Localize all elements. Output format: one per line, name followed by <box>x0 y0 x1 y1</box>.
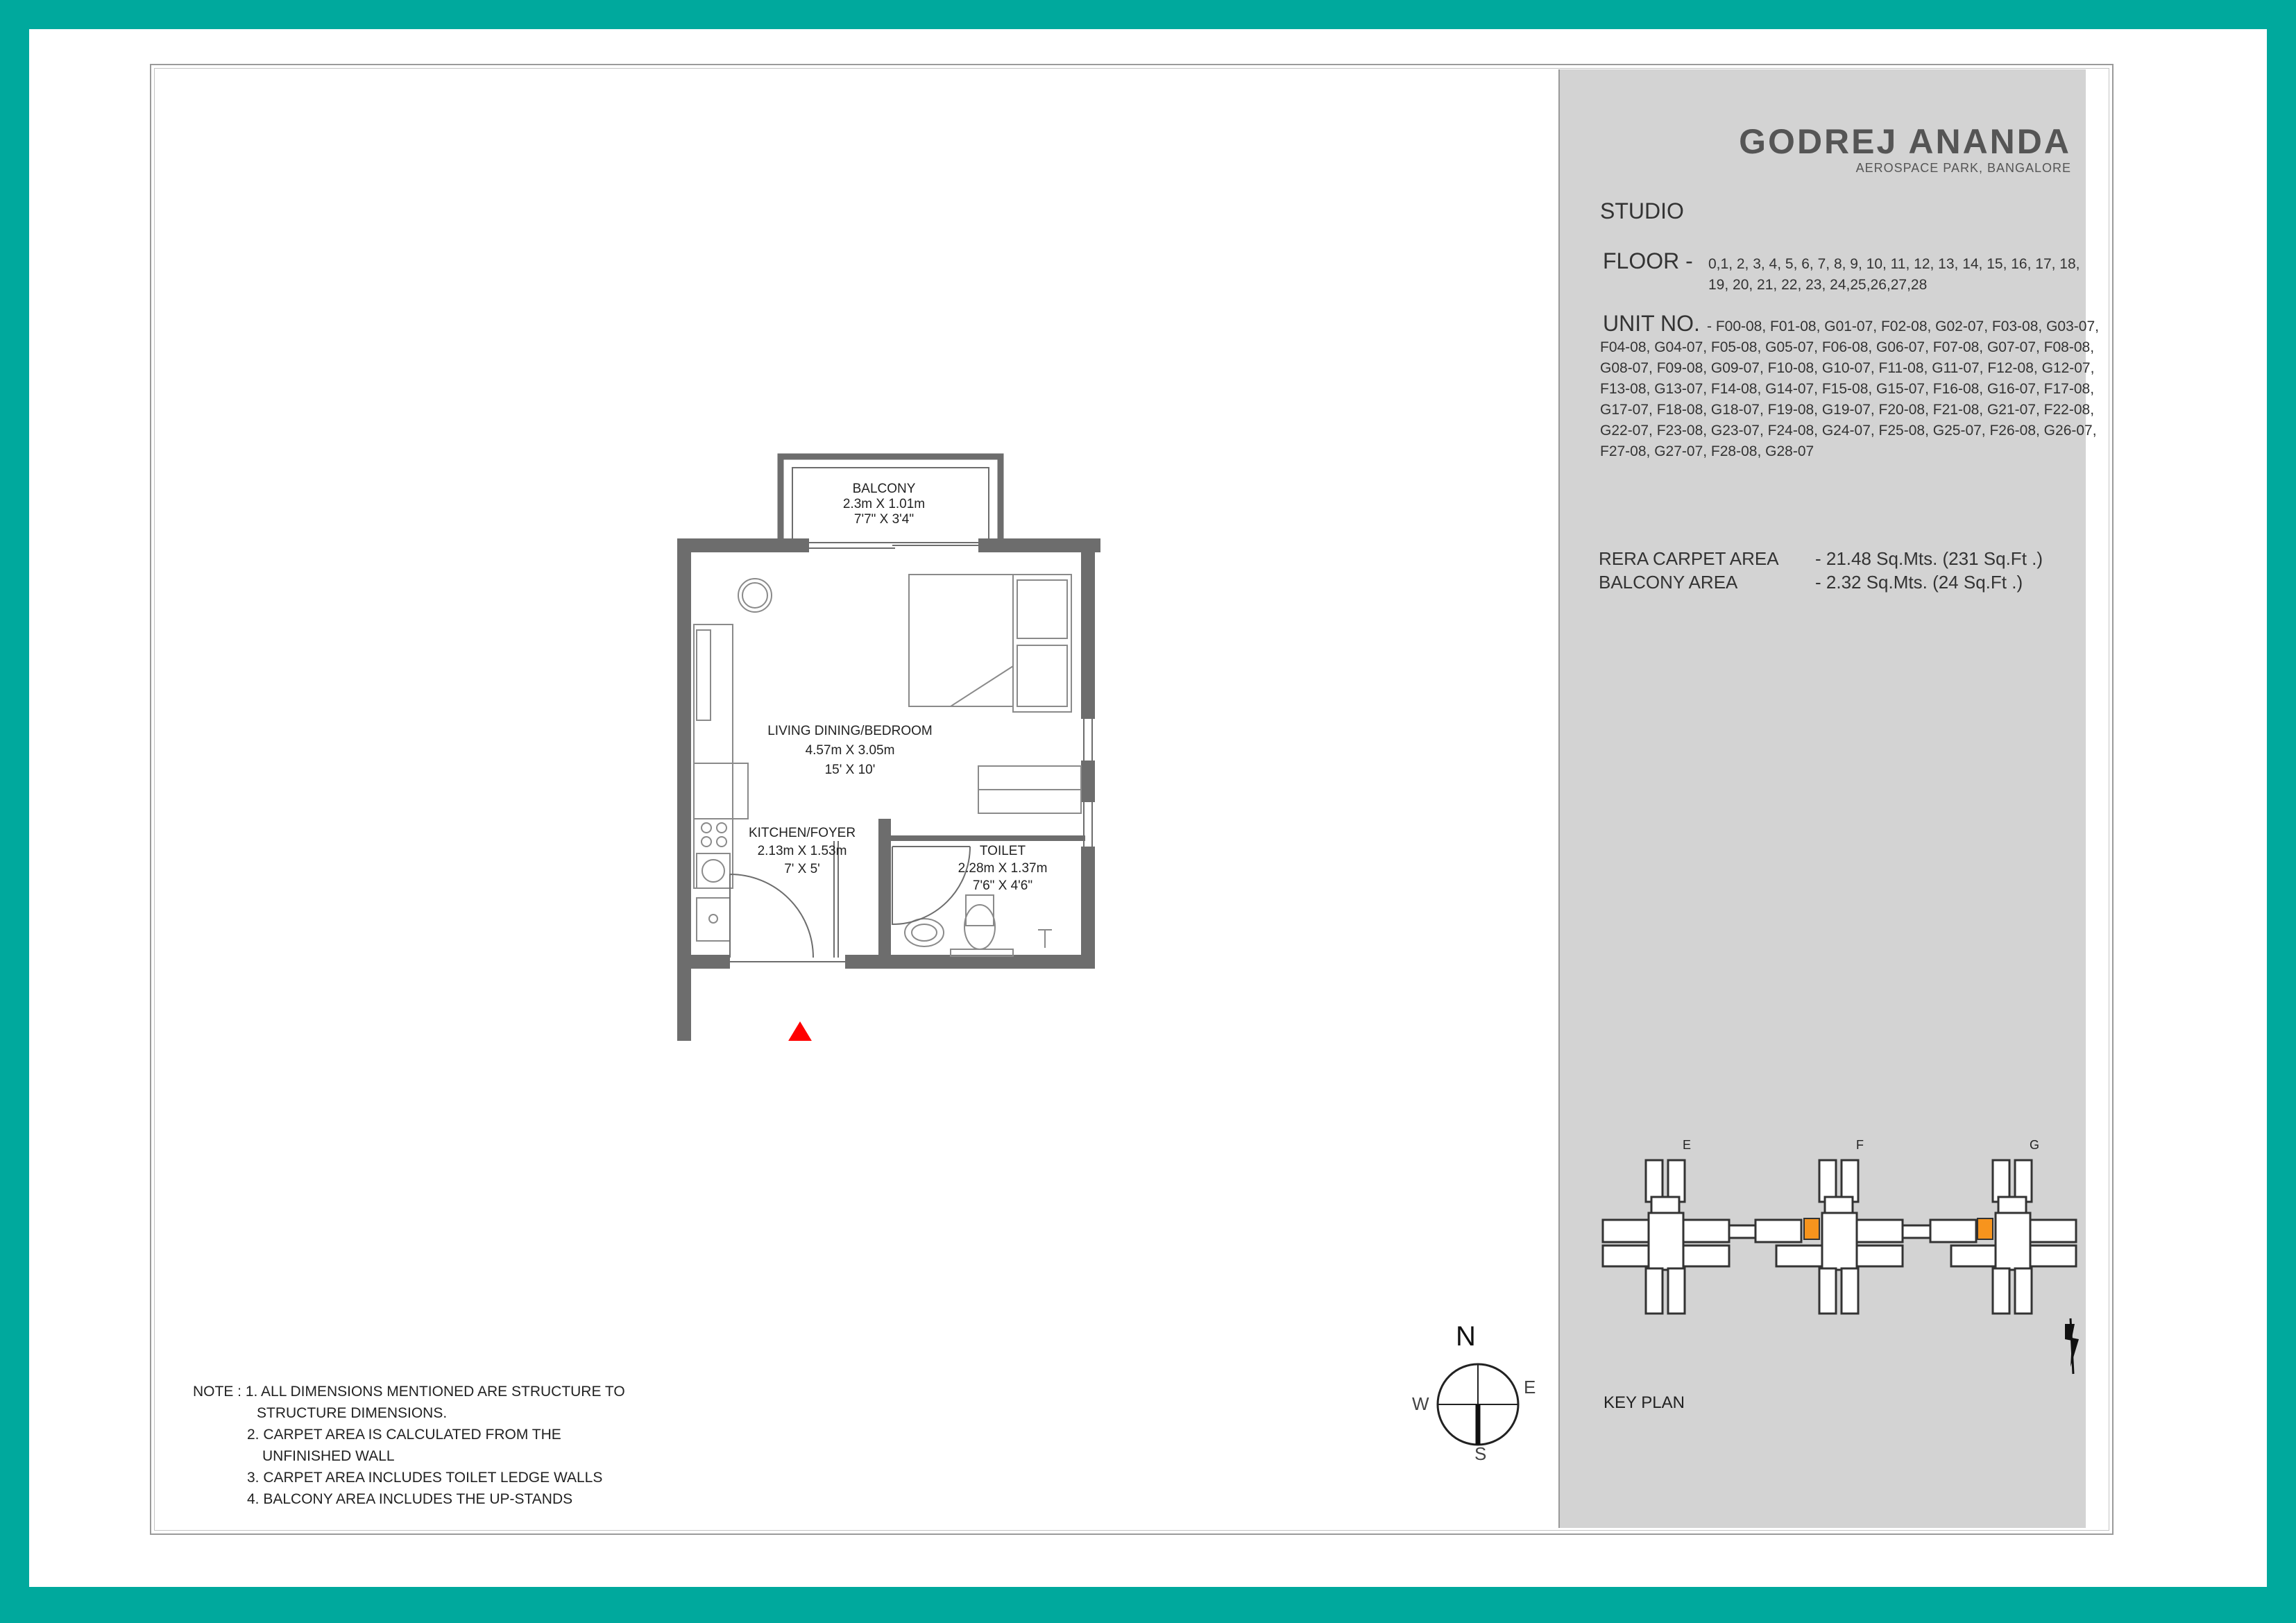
balcony-area-value: - 2.32 Sq.Mts. (24 Sq.Ft .) <box>1815 572 2023 593</box>
tower-label-g: G <box>2030 1138 2040 1152</box>
note-line-1b: STRUCTURE DIMENSIONS. <box>257 1405 448 1421</box>
kitchen-name: KITCHEN/FOYER <box>748 826 856 840</box>
note-line-3: 3. CARPET AREA INCLUDES TOILET LEDGE WALLS <box>247 1470 603 1486</box>
living-imperial: 15' X 10' <box>824 763 876 777</box>
bed <box>909 575 1013 706</box>
compass-e: E <box>1524 1377 1536 1397</box>
balcony-metric: 2.3m X 1.01m <box>842 497 926 511</box>
balcony-area-label: BALCONY AREA <box>1599 572 1738 593</box>
living-label <box>746 722 954 780</box>
round-table <box>738 579 772 612</box>
kitchen-metric: 2.13m X 1.53m <box>757 844 847 858</box>
living-name: LIVING DINING/BEDROOM <box>767 724 933 738</box>
compass-n: N <box>1456 1321 1476 1352</box>
toilet-imperial: 7'6" X 4'6" <box>972 878 1033 893</box>
compass-w: W <box>1412 1393 1429 1414</box>
note-line-2: 2. CARPET AREA IS CALCULATED FROM THE <box>247 1427 561 1443</box>
key-plan-label: KEY PLAN <box>1604 1393 1685 1412</box>
entry-door-swing <box>730 874 813 958</box>
tower-label-e: E <box>1683 1138 1692 1152</box>
floor-values: 0,1, 2, 3, 4, 5, 6, 7, 8, 9, 10, 11, 12, 13, 14, 15, 16, 17, 18, 19, 20, 21, 22, 23, 24,25,26,27,28 <box>1708 256 2080 293</box>
balcony-label <box>808 482 960 527</box>
kitchen-imperial: 7' X 5' <box>784 862 820 876</box>
floor-label: FLOOR - <box>1603 248 1693 273</box>
living-metric: 4.57m X 3.05m <box>805 743 895 758</box>
kitchen-counter <box>694 624 733 888</box>
unit-label: UNIT NO. <box>1603 311 1700 336</box>
key-plan-unit-highlight-g <box>1978 1218 1993 1239</box>
wash-basin <box>905 919 944 946</box>
toilet-name: TOILET <box>979 844 1026 858</box>
balcony-sliding-door <box>809 543 978 548</box>
compass-s: S <box>1474 1443 1487 1464</box>
note-line-4: 4. BALCONY AREA INCLUDES THE UP-STANDS <box>247 1491 573 1507</box>
note-line-2b: UNFINISHED WALL <box>262 1448 395 1464</box>
toilet-metric: 2.28m X 1.37m <box>958 861 1048 876</box>
kitchen-label <box>733 824 871 878</box>
balcony-name: BALCONY <box>852 482 916 496</box>
key-plan-diagram <box>1596 1131 2109 1395</box>
key-plan-unit-highlight-f <box>1804 1218 1819 1239</box>
rera-area-label: RERA CARPET AREA <box>1599 548 1779 569</box>
note-line-1: NOTE : 1. ALL DIMENSIONS MENTIONED ARE STRUCTURE TO <box>193 1384 625 1400</box>
unit-type: STUDIO <box>1600 198 1684 223</box>
wc <box>964 905 995 949</box>
balcony-imperial: 7'7" X 3'4" <box>853 512 915 527</box>
entry-marker <box>780 1021 820 1041</box>
toilet-label <box>944 842 1062 894</box>
project-location: AEROSPACE PARK, BANGALORE <box>1855 161 2071 175</box>
unit-values: - F00-08, F01-08, G01-07, F02-08, G02-07, F03-08, G03-07, F04-08, G04-07, F05-08, G05-07, F06-08, G06-07, F07-08, G07-07, F08-08, G08-07, F09-08, G09-07, F10-08, G10-07, F11-08, G11-07, F12-08, G12-07, F13-08, G13-07, F14-08, G14-07, F15-08, G15-07, F16-08, G16-07, F17-08, G17-07, F18-08, G18-07, F19-08, G19-07, F20-08, F21-08, G21-07, F22-08, G22-07, F23-08, G23-07, F24-08, G24-07, F25-08, G25-07, F26-08, G26-07, F27-08, G27-07, F28-08, G28-07 <box>1600 318 2099 459</box>
rera-area-value: - 21.48 Sq.Mts. (231 Sq.Ft .) <box>1815 548 2043 569</box>
brand-name: GODREJ ANANDA <box>1739 122 2071 161</box>
key-plan-north-arrow-icon <box>2065 1318 2079 1374</box>
tower-label-f: F <box>1856 1138 1864 1152</box>
